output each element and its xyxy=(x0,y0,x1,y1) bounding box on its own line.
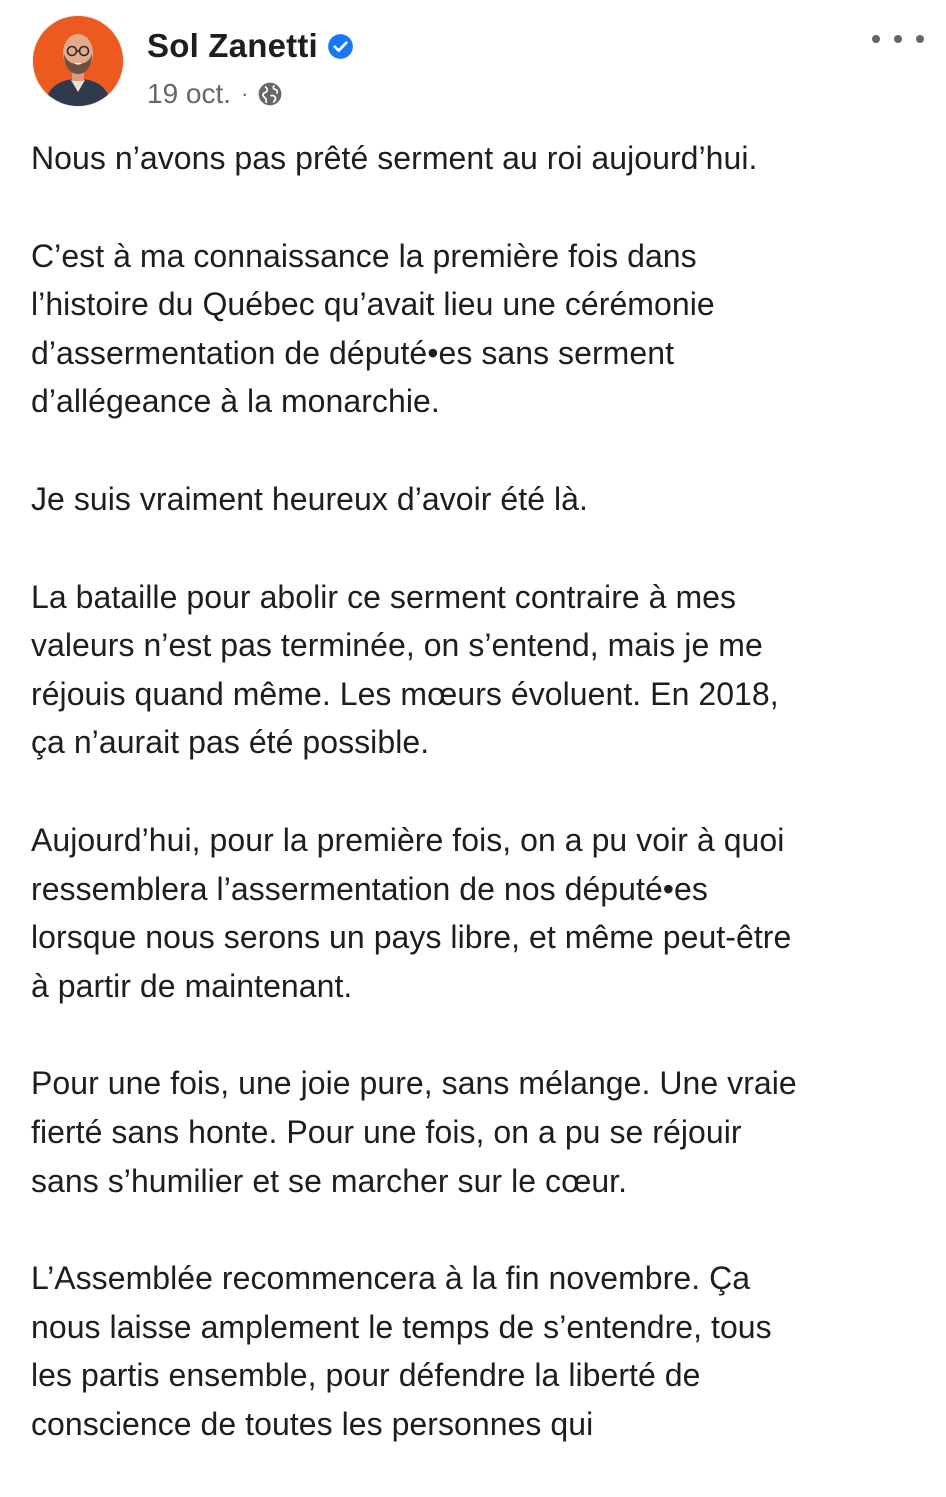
post-paragraph: C’est à ma connaissance la première fois dans l’histoire du Québec qu’avait lieu une cérémonie d’assermentation de député•es sans serment d’allégeance à la monarchie. xyxy=(31,237,715,420)
post-paragraph: La bataille pour abolir ce serment contraire à mes valeurs n’est pas terminée, on s’entend, mais je me réjouis quand même. Les mœurs évoluent. En 2018, ça n’aurait pas été possible. xyxy=(31,578,779,761)
more-dot xyxy=(916,35,924,43)
more-dot xyxy=(872,35,880,43)
post-paragraph: Nous n’avons pas prêté serment au roi aujourd’hui. xyxy=(31,140,758,176)
post-paragraph: L’Assemblée recommencera à la fin novembre. Ça nous laisse amplement le temps de s’entendre, tous les partis ensemble, pour défendre la liberté de conscience de toutes les personnes qui xyxy=(31,1260,772,1442)
author-row xyxy=(147,26,354,66)
avatar-image xyxy=(33,16,123,106)
more-dot xyxy=(894,35,902,43)
post-meta xyxy=(147,77,283,111)
post-body xyxy=(31,134,931,1497)
post-paragraph: Pour une fois, une joie pure, sans mélange. Une vraie fierté sans honte. Pour une fois, on a pu se réjouir sans s’humilier et se marcher sur le cœur. xyxy=(31,1065,797,1199)
more-options-icon[interactable] xyxy=(872,22,924,56)
post-header xyxy=(0,0,946,130)
post-date[interactable]: 19 oct. xyxy=(147,78,232,109)
post-paragraph: Je suis vraiment heureux d’avoir été là. xyxy=(31,480,588,517)
meta-separator: · xyxy=(241,81,249,106)
globe-icon[interactable] xyxy=(257,81,283,107)
post-paragraph: Aujourd’hui, pour la première fois, on a pu voir à quoi ressemblera l’assermentation de nos député•es lorsque nous serons un pays libre, et même peut-être à partir de maintenant. xyxy=(31,821,792,1004)
verified-badge-icon xyxy=(327,33,354,60)
author-avatar[interactable] xyxy=(33,16,123,106)
author-name[interactable]: Sol Zanetti xyxy=(147,27,318,64)
